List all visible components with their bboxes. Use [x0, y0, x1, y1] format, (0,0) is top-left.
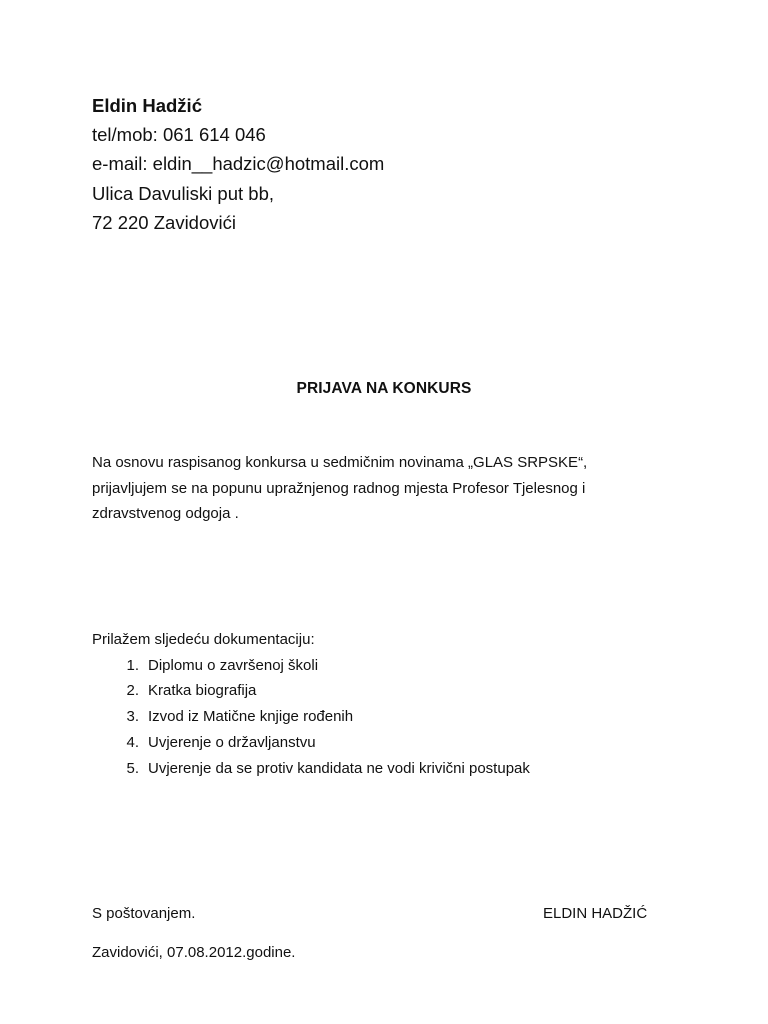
closing-salutation: S poštovanjem. — [92, 905, 196, 922]
document-title: PRIJAVA NA KONKURS — [296, 380, 472, 397]
list-item — [92, 756, 530, 782]
list-item-text: Uvjerenje o državljanstvu — [148, 733, 316, 751]
sender-email: e-mail: eldin__hadzic@hotmail.com — [92, 153, 385, 175]
intro-line: Na osnovu raspisanog konkursa u sedmičnim novinama „GLAS SRPSKE“, — [92, 454, 588, 471]
sender-city: 72 220 Zavidovići — [92, 211, 236, 233]
sender-name: Eldin Hadžić — [92, 95, 202, 116]
list-item-number: 2. — [126, 682, 139, 700]
list-item — [92, 704, 530, 730]
attachments-list — [92, 653, 530, 782]
sender-block — [92, 91, 384, 237]
sender-street: Ulica Davuliski put bb, — [92, 182, 274, 204]
list-item-number: 5. — [126, 759, 139, 777]
intro-line: prijavljujem se na popunu upražnjenog radnog mjesta Profesor Tjelesnog i — [92, 479, 586, 497]
list-item — [92, 730, 530, 756]
sender-phone: tel/mob: 061 614 046 — [92, 124, 266, 146]
signature-name: ELDIN HADŽIĆ — [543, 905, 648, 922]
intro-line: zdravstvenog odgoja . — [92, 505, 239, 522]
list-item-text: Diplomu o završenoj školi — [148, 656, 319, 674]
list-item — [92, 653, 530, 679]
list-item-text: Uvjerenje da se protiv kandidata ne vodi krivični postupak — [148, 759, 530, 777]
place-and-date: Zavidovići, 07.08.2012.godine. — [92, 944, 296, 961]
list-item-text: Kratka biografija — [148, 682, 257, 700]
list-item-number: 4. — [126, 733, 139, 751]
list-item-number: 3. — [126, 708, 139, 726]
list-item-number: 1. — [126, 656, 139, 674]
list-item-text: Izvod iz Matične knjige rođenih — [148, 708, 354, 726]
intro-paragraph — [92, 450, 672, 527]
attachments-section — [92, 627, 530, 781]
attachments-lead: Prilažem sljedeću dokumentaciju: — [92, 631, 315, 648]
list-item — [92, 678, 530, 704]
